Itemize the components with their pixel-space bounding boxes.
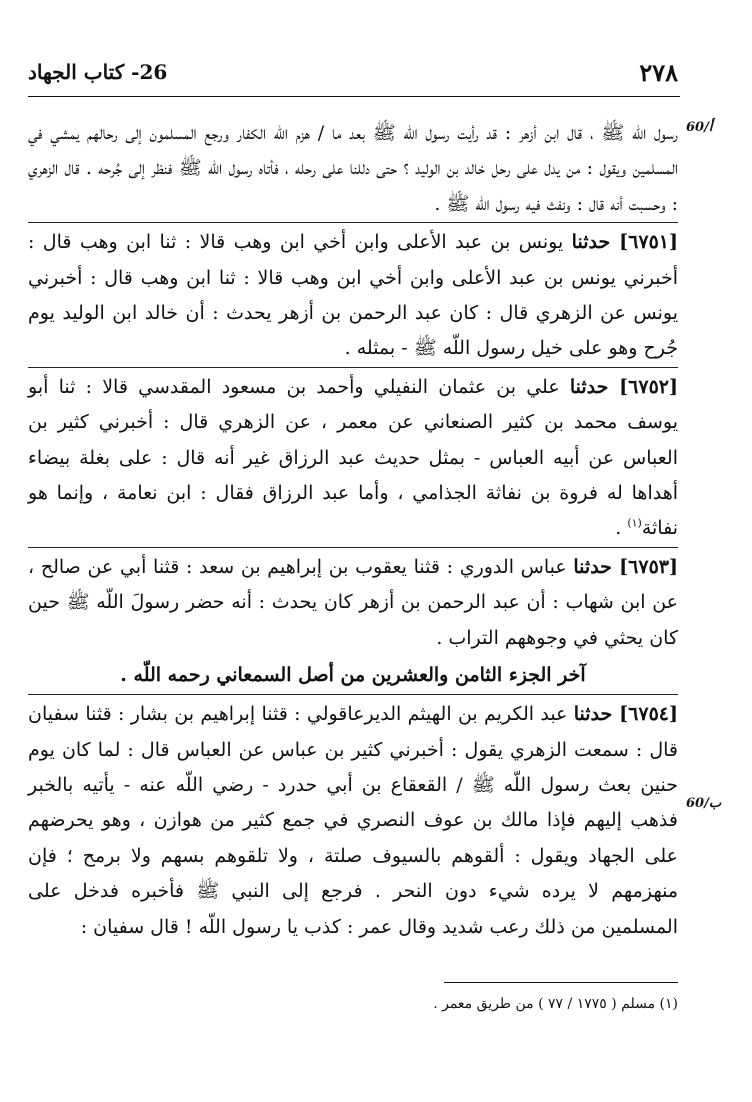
paragraph-continuation bbox=[28, 116, 678, 222]
footnote-marker: (١) bbox=[627, 517, 642, 531]
hadith-number: [٦٧٥١] حدثنا bbox=[571, 231, 678, 254]
footnote-divider bbox=[444, 982, 678, 983]
hadith-text: يونس بن عبد الأعلى وابن أخي ابن وهب قالا : ثنا ابن وهب قال : أخبرني يونس بن عبد الأعلى وابن أخي ابن وهب قالا : ثنا ابن وهب قال : أخبرني يونس عن الزهري قال : كان عبد الرحمن بن أزهر يحدث : أن خالد ابن الوليد يوم جُرح وهو على خيل رسول اللّه ﷺ - بمثله . bbox=[28, 231, 678, 360]
hadith-text-end: . bbox=[615, 517, 628, 540]
hadith-text: عباس الدوري : قثنا يعقوب بن إبراهيم بن سعد : قثنا أبي عن صالح ، عن ابن شهاب : أن عبد الرحمن بن أزهر كان يحدث : أنه حضر رسولَ اللّه ﷺ حين كان يحثي في وجوههم التراب . bbox=[28, 555, 678, 649]
header-divider bbox=[28, 96, 680, 97]
chapter-title: 26- كتاب الجهاد bbox=[28, 60, 168, 84]
paragraph-text: رسول اللّه ﷺ ، قال ابن أزهر : قد رأيت رسول اللّه ﷺ بعد ما / هزم اللّه الكفار ورجع المسلمون إلى رحالهم يمشي في المسلمين ويقول : من يدل على رحل خالد بن الوليد ؟ حتى دللنا على رحله ، فأتاه رسول اللّه ﷺ فنظر إلى جُرحه . قال الزهري : وحسبت أنه قال : ونفث فيه رسول اللّه ﷺ . bbox=[28, 122, 678, 215]
page-number: ٢٧٨ bbox=[639, 58, 678, 87]
hadith-number: [٦٧٥٣] حدثنا bbox=[573, 555, 678, 578]
hadith-6754 bbox=[28, 694, 678, 945]
section-closing-line: آخر الجزء الثامن والعشرين من أصل السمعاني رحمه اللّه . bbox=[120, 664, 586, 687]
margin-folio-a: 60/أ bbox=[686, 120, 713, 135]
page-header bbox=[28, 58, 678, 92]
hadith-text: عبد الكريم بن الهيثم الديرعاقولي : قثنا إبراهيم بن بشار : قثنا سفيان قال : سمعت الزهري يقول : أخبرني كثير بن عباس عن العباس قال : لما كان يوم حنين بعث رسول اللّه ﷺ / القعقاع بن أبي حدرد - رضي اللّه عنه - يأتيه بالخبر فذهب إليهم فإذا مالك بن عوف النصري في جمع كثير من هوازن ، وهو يحرضهم على الجهاد ويقول : ألقوهم بالسيوف صلتة ، ولا تلقوهم بسهم ولا برمح ؛ فإن منهزمهم لا يرده شيء دون النحر . فرجع إلى النبي ﷺ فأخبره فدخل على المسلمين من ذلك رعب شديد وقال عمر : كذب يا رسول اللّه ! قال سفيان : bbox=[28, 703, 678, 938]
hadith-6751 bbox=[28, 222, 678, 367]
hadith-number: [٦٧٥٤] حدثنا bbox=[573, 703, 678, 726]
hadith-6753 bbox=[28, 547, 678, 656]
footnote: (١) مسلم ( ١٧٧٥ / ٧٧ ) من طريق معمر . bbox=[433, 996, 678, 1012]
hadith-6752 bbox=[28, 367, 678, 547]
hadith-number: [٦٧٥٢] حدثنا bbox=[569, 375, 678, 398]
margin-folio-b: 60/ب bbox=[686, 796, 722, 811]
body-text bbox=[28, 116, 678, 945]
hadith-text: علي بن عثمان النفيلي وأحمد بن مسعود المقدسي قالا : ثنا أبو يوسف محمد بن كثير الصنعاني عن معمر ، عن الزهري قال : أخبرني كثير بن العباس عن أبيه العباس - بمثل حديث عبد الرزاق غير أنه قال : على بغلة بيضاء أهداها له فروة بن نفاثة الجذامي ، وأما عبد الرزاق فقال : ابن نعامة ، وإنما هو نفاثة bbox=[28, 375, 678, 540]
